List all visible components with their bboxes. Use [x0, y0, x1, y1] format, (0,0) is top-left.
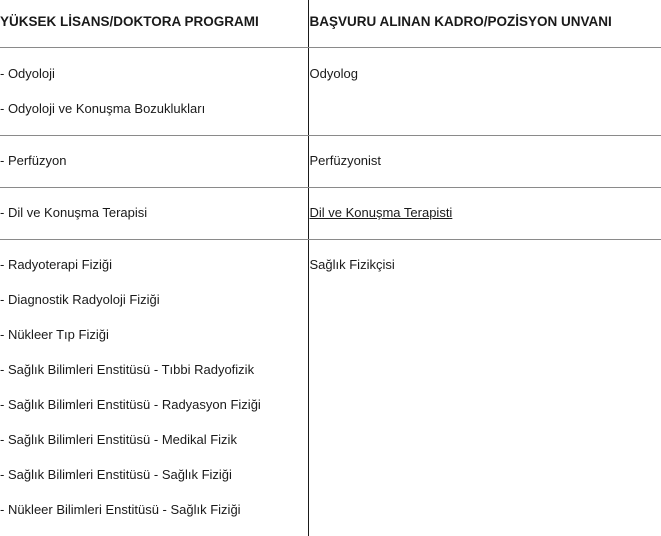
program-cell	[0, 47, 308, 135]
program-item: - Odyoloji	[0, 65, 308, 100]
position-column-header: BAŞVURU ALINAN KADRO/POZİSYON UNVANI	[308, 0, 661, 47]
program-item: - Radyoterapi Fiziği	[0, 256, 308, 291]
position-cell	[308, 187, 661, 239]
position-title: Sağlık Fizikçisi	[310, 256, 661, 291]
program-cell	[0, 239, 308, 536]
table-row	[0, 135, 661, 187]
program-column-header: YÜKSEK LİSANS/DOKTORA PROGRAMI	[0, 0, 308, 47]
program-item: - Sağlık Bilimleri Enstitüsü - Medikal Fizik	[0, 431, 308, 466]
program-item: - Sağlık Bilimleri Enstitüsü - Tıbbi Radyofizik	[0, 361, 308, 396]
program-item: - Sağlık Bilimleri Enstitüsü - Radyasyon Fiziği	[0, 396, 308, 431]
program-item: - Odyoloji ve Konuşma Bozuklukları	[0, 100, 308, 135]
table-row	[0, 47, 661, 135]
table-row	[0, 239, 661, 536]
table-row	[0, 187, 661, 239]
program-cell	[0, 187, 308, 239]
position-cell	[308, 135, 661, 187]
position-title: Odyolog	[310, 65, 661, 100]
position-title-link[interactable]: Dil ve Konuşma Terapisti	[310, 204, 661, 239]
program-item: - Nükleer Bilimleri Enstitüsü - Sağlık Fiziği	[0, 501, 308, 536]
program-item: - Perfüzyon	[0, 152, 308, 187]
position-cell	[308, 239, 661, 536]
position-cell	[308, 47, 661, 135]
program-item: - Dil ve Konuşma Terapisi	[0, 204, 308, 239]
table-header-row	[0, 0, 661, 47]
position-title: Perfüzyonist	[310, 152, 661, 187]
program-cell	[0, 135, 308, 187]
program-item: - Sağlık Bilimleri Enstitüsü - Sağlık Fiziği	[0, 466, 308, 501]
program-item: - Nükleer Tıp Fiziği	[0, 326, 308, 361]
program-item: - Diagnostik Radyoloji Fiziği	[0, 291, 308, 326]
